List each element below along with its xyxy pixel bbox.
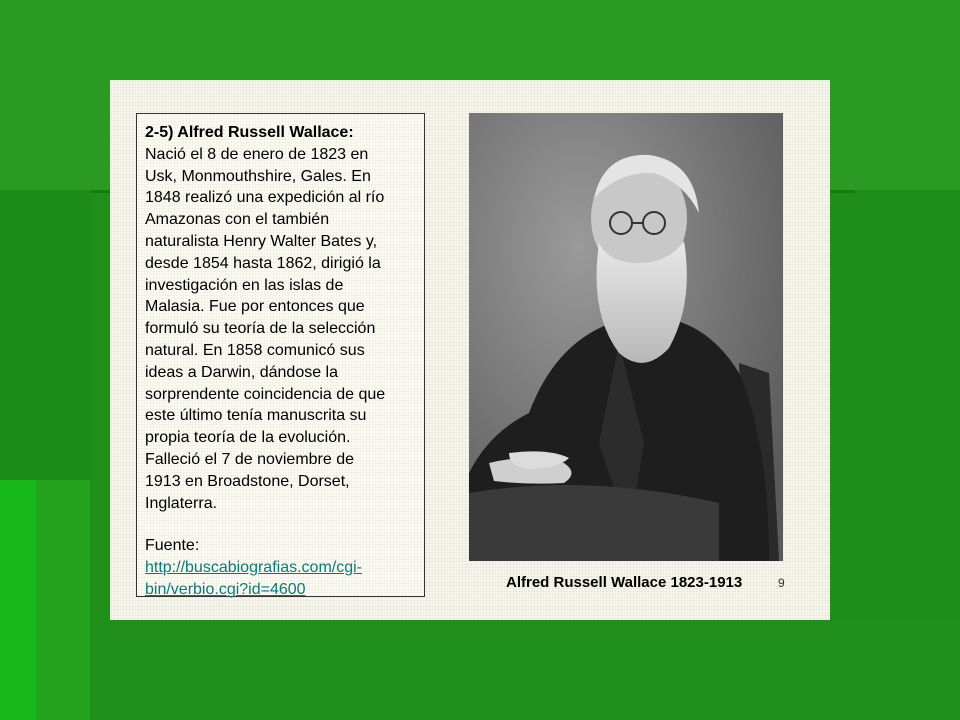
biography-line: investigación en las islas de xyxy=(145,276,344,294)
biography-line: Inglaterra. xyxy=(145,494,218,512)
page-number: 9 xyxy=(778,576,785,590)
biography-line: ideas a Darwin, dándose la xyxy=(145,363,339,381)
biography-line: Falleció el 7 de noviembre de xyxy=(145,450,355,468)
biography-line: 1848 realizó una expedición al río xyxy=(145,189,385,207)
background-left-stripe xyxy=(36,480,90,720)
biography-line: este último tenía manuscrita su xyxy=(145,407,367,425)
biography-line: naturalista Henry Walter Bates y, xyxy=(145,232,378,250)
source-link-part2: bin/verbio.cgi?id=4600 xyxy=(145,580,306,598)
biography-line: Malasia. Fue por entonces que xyxy=(145,298,365,316)
background-bottom xyxy=(90,620,960,720)
biography-line: Nació el 8 de enero de 1823 en xyxy=(145,145,369,163)
biography-line: desde 1854 hasta 1862, dirigió la xyxy=(145,254,381,272)
biography-line: 1913 en Broadstone, Dorset, xyxy=(145,472,350,490)
source-link[interactable] xyxy=(145,557,417,601)
background-right xyxy=(830,190,960,620)
biography-textbox xyxy=(136,113,425,597)
portrait-caption: Alfred Russell Wallace 1823-1913 xyxy=(506,574,743,591)
biography-line: propia teoría de la evolución. xyxy=(145,429,351,447)
source-link-part1: http://buscabiografias.com/cgi- xyxy=(145,559,362,577)
biography-line: natural. En 1858 comunicó sus xyxy=(145,341,365,359)
source-label: Fuente: xyxy=(145,537,200,555)
biography-heading: 2-5) Alfred Russell Wallace: xyxy=(145,124,354,141)
portrait-photo xyxy=(469,113,783,561)
portrait-image xyxy=(469,113,783,561)
slide-content xyxy=(110,80,830,620)
biography-line: sorprendente coincidencia de que xyxy=(145,385,386,403)
biography-line: formuló su teoría de la selección xyxy=(145,320,376,338)
background-left-bright xyxy=(0,480,36,720)
biography-line: Amazonas con el también xyxy=(145,211,330,229)
biography-line: Usk, Monmouthshire, Gales. En xyxy=(145,167,371,185)
